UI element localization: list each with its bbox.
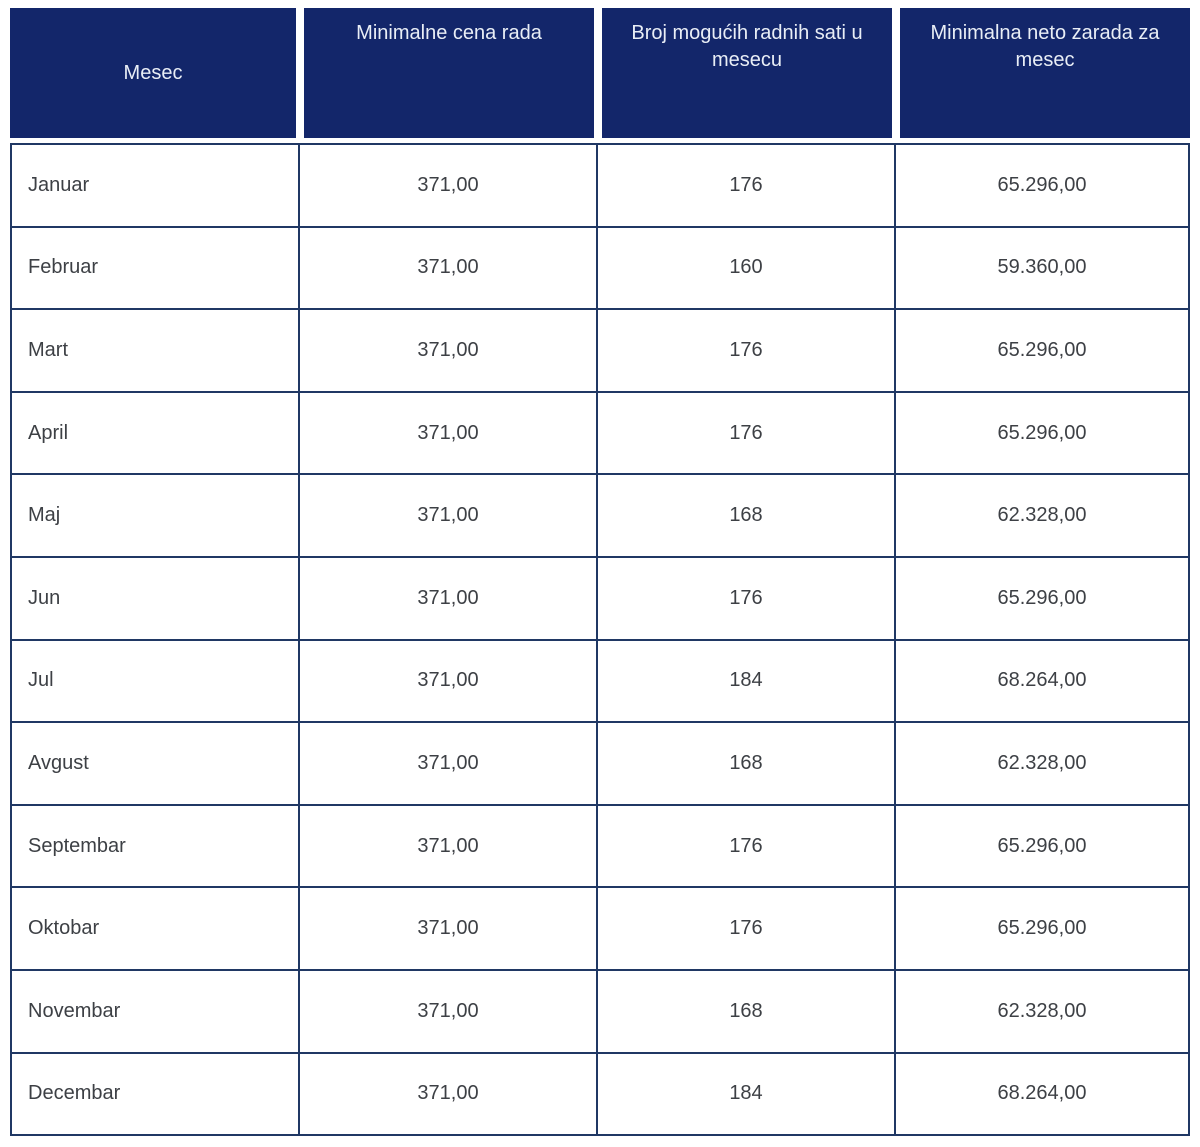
cell-mesec: Oktobar: [12, 888, 300, 971]
cell-zarada: 68.264,00: [896, 641, 1190, 724]
cell-cena: 371,00: [300, 558, 598, 641]
cell-mesec: Jun: [12, 558, 300, 641]
cell-mesec: Jul: [12, 641, 300, 724]
column-header-radni-sati: Broj mogućih radnih sati u mesecu: [602, 8, 892, 138]
cell-sati: 176: [598, 888, 896, 971]
column-header-mesec: Mesec: [10, 8, 296, 138]
cell-sati: 160: [598, 228, 896, 311]
cell-zarada: 65.296,00: [896, 393, 1190, 476]
cell-zarada: 65.296,00: [896, 558, 1190, 641]
table-row: [12, 475, 1190, 558]
cell-mesec: Septembar: [12, 806, 300, 889]
cell-cena: 371,00: [300, 1054, 598, 1137]
cell-cena: 371,00: [300, 971, 598, 1054]
cell-cena: 371,00: [300, 475, 598, 558]
cell-mesec: Februar: [12, 228, 300, 311]
table-row: [12, 1054, 1190, 1137]
cell-sati: 168: [598, 475, 896, 558]
table-row: [12, 145, 1190, 228]
table-header-row: [10, 8, 1190, 138]
cell-cena: 371,00: [300, 888, 598, 971]
cell-sati: 176: [598, 310, 896, 393]
cell-mesec: Maj: [12, 475, 300, 558]
cell-zarada: 65.296,00: [896, 806, 1190, 889]
cell-zarada: 62.328,00: [896, 723, 1190, 806]
cell-mesec: Januar: [12, 145, 300, 228]
cell-sati: 168: [598, 723, 896, 806]
cell-mesec: April: [12, 393, 300, 476]
cell-cena: 371,00: [300, 641, 598, 724]
cell-zarada: 62.328,00: [896, 475, 1190, 558]
cell-zarada: 65.296,00: [896, 310, 1190, 393]
table-row: [12, 888, 1190, 971]
cell-cena: 371,00: [300, 393, 598, 476]
cell-zarada: 65.296,00: [896, 145, 1190, 228]
cell-cena: 371,00: [300, 228, 598, 311]
column-header-neto-zarada: Minimalna neto zarada za mesec: [900, 8, 1190, 138]
table-row: [12, 806, 1190, 889]
cell-zarada: 65.296,00: [896, 888, 1190, 971]
column-header-cena-rada: Minimalne cena rada: [304, 8, 594, 138]
cell-cena: 371,00: [300, 310, 598, 393]
cell-mesec: Novembar: [12, 971, 300, 1054]
cell-sati: 184: [598, 641, 896, 724]
table-row: [12, 310, 1190, 393]
cell-sati: 176: [598, 558, 896, 641]
cell-zarada: 59.360,00: [896, 228, 1190, 311]
table-body: [10, 143, 1190, 1136]
cell-sati: 176: [598, 145, 896, 228]
table-row: [12, 228, 1190, 311]
cell-zarada: 62.328,00: [896, 971, 1190, 1054]
cell-zarada: 68.264,00: [896, 1054, 1190, 1137]
cell-sati: 184: [598, 1054, 896, 1137]
cell-cena: 371,00: [300, 806, 598, 889]
cell-cena: 371,00: [300, 145, 598, 228]
cell-mesec: Mart: [12, 310, 300, 393]
cell-sati: 176: [598, 806, 896, 889]
table-row: [12, 723, 1190, 806]
cell-sati: 176: [598, 393, 896, 476]
table-row: [12, 393, 1190, 476]
cell-cena: 371,00: [300, 723, 598, 806]
cell-mesec: Avgust: [12, 723, 300, 806]
table-row: [12, 971, 1190, 1054]
table-row: [12, 558, 1190, 641]
table-row: [12, 641, 1190, 724]
minimum-wage-table: [10, 8, 1190, 1136]
cell-mesec: Decembar: [12, 1054, 300, 1137]
cell-sati: 168: [598, 971, 896, 1054]
